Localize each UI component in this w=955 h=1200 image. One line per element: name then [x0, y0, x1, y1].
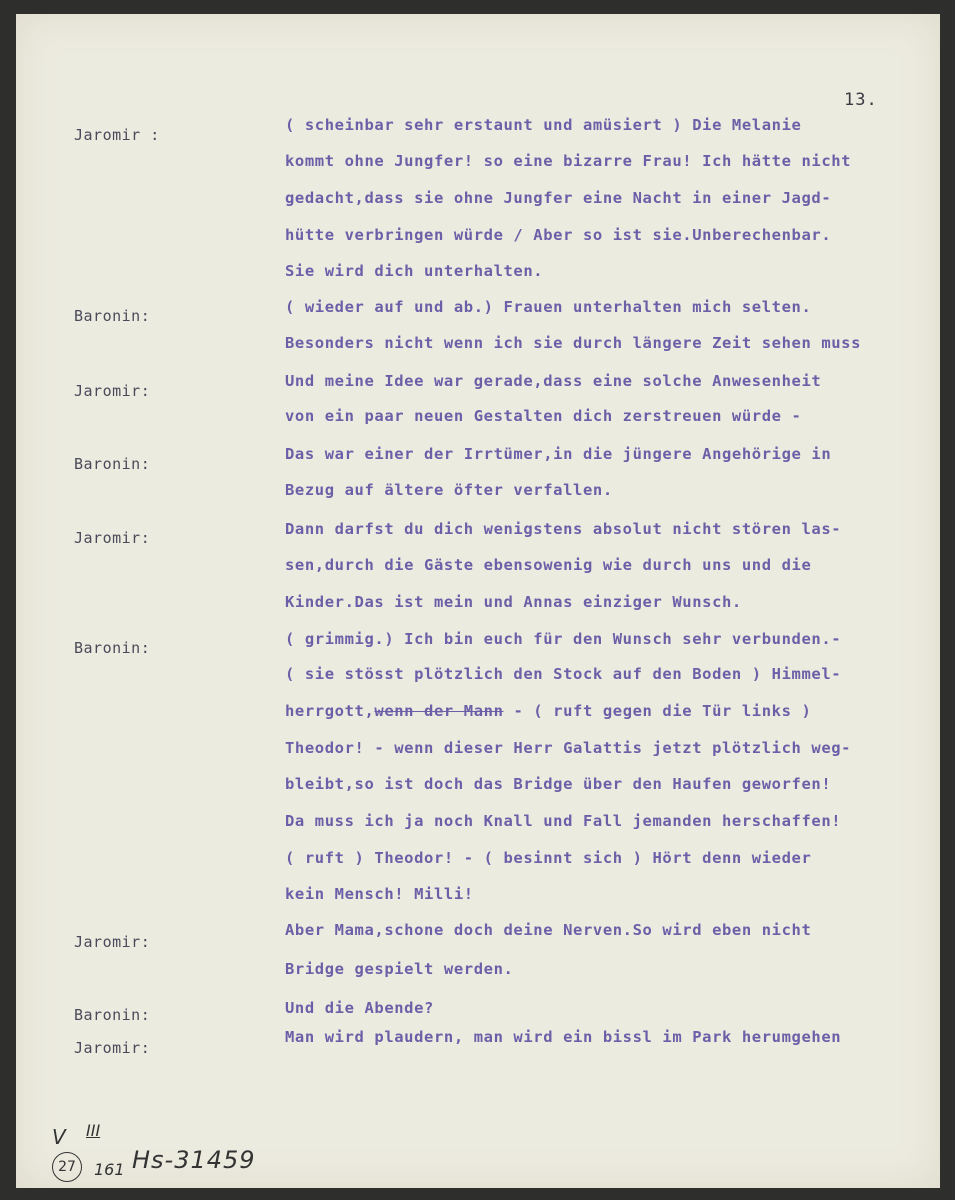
- speaker-name: Jaromir:: [74, 529, 151, 547]
- dialogue-line: Bridge gespielt werden.: [285, 960, 514, 978]
- dialogue-line: kommt ohne Jungfer! so eine bizarre Frau! Ich hätte nicht: [285, 152, 852, 170]
- speaker-name: Jaromir:: [74, 382, 151, 400]
- archive-folio: 161: [94, 1160, 125, 1179]
- archive-circled-number: 27: [52, 1152, 82, 1182]
- dialogue-line: ( ruft ) Theodor! - ( besinnt sich ) Hört denn wieder: [285, 849, 812, 867]
- dialogue-text: herrgott,: [285, 702, 375, 720]
- dialogue-line: Aber Mama,schone doch deine Nerven.So wird eben nicht: [285, 921, 812, 939]
- dialogue-line: ( sie stösst plötzlich den Stock auf den Boden ) Himmel-: [285, 665, 842, 683]
- speaker-name: Baronin:: [74, 307, 151, 325]
- speaker-name: Baronin:: [74, 455, 151, 473]
- archive-signature: Hs-31459: [132, 1146, 256, 1174]
- dialogue-line: gedacht,dass sie ohne Jungfer eine Nacht in einer Jagd-: [285, 189, 832, 207]
- struck-text: wenn der Mann: [374, 702, 504, 720]
- page-number: 13.: [844, 90, 878, 110]
- dialogue-line-with-strikethrough: [285, 702, 811, 720]
- dialogue-text: - ( ruft gegen die Tür links ): [503, 702, 812, 720]
- speaker-name: Jaromir :: [74, 126, 160, 144]
- dialogue-line: Theodor! - wenn dieser Herr Galattis jetzt plötzlich weg-: [285, 739, 852, 757]
- dialogue-line: kein Mensch! Milli!: [285, 885, 474, 903]
- dialogue-line: ( scheinbar sehr erstaunt und amüsiert ) Die Melanie: [285, 116, 802, 134]
- dialogue-line: ( wieder auf und ab.) Frauen unterhalten mich selten.: [285, 298, 812, 316]
- dialogue-line: Das war einer der Irrtümer,in die jüngere Angehörige in: [285, 445, 832, 463]
- dialogue-line: ( grimmig.) Ich bin euch für den Wunsch sehr verbunden.-: [285, 630, 842, 648]
- dialogue-line: sen,durch die Gäste ebensowenig wie durch uns und die: [285, 556, 812, 574]
- speaker-name: Baronin:: [74, 1006, 151, 1024]
- dialogue-line: Und die Abende?: [285, 999, 434, 1017]
- speaker-name: Jaromir:: [74, 933, 151, 951]
- archive-shelf-sub: III: [86, 1121, 101, 1140]
- dialogue-line: von ein paar neuen Gestalten dich zerstreuen würde -: [285, 407, 802, 425]
- dialogue-line: hütte verbringen würde / Aber so ist sie.Unberechenbar.: [285, 226, 832, 244]
- dialogue-line: Kinder.Das ist mein und Annas einziger Wunsch.: [285, 593, 742, 611]
- speaker-name: Baronin:: [74, 639, 151, 657]
- dialogue-line: Besonders nicht wenn ich sie durch längere Zeit sehen muss: [285, 334, 862, 352]
- dialogue-line: Sie wird dich unterhalten.: [285, 262, 544, 280]
- dialogue-line: Da muss ich ja noch Knall und Fall jemanden herschaffen!: [285, 812, 842, 830]
- speaker-name: Jaromir:: [74, 1039, 151, 1057]
- archive-shelf-mark: V: [52, 1125, 66, 1149]
- dialogue-line: Man wird plaudern, man wird ein bissl im Park herumgehen: [285, 1028, 842, 1046]
- dialogue-line: Und meine Idee war gerade,dass eine solche Anwesenheit: [285, 372, 822, 390]
- dialogue-line: Bezug auf ältere öfter verfallen.: [285, 481, 613, 499]
- dialogue-line: bleibt,so ist doch das Bridge über den Haufen geworfen!: [285, 775, 832, 793]
- dialogue-line: Dann darfst du dich wenigstens absolut nicht stören las-: [285, 520, 842, 538]
